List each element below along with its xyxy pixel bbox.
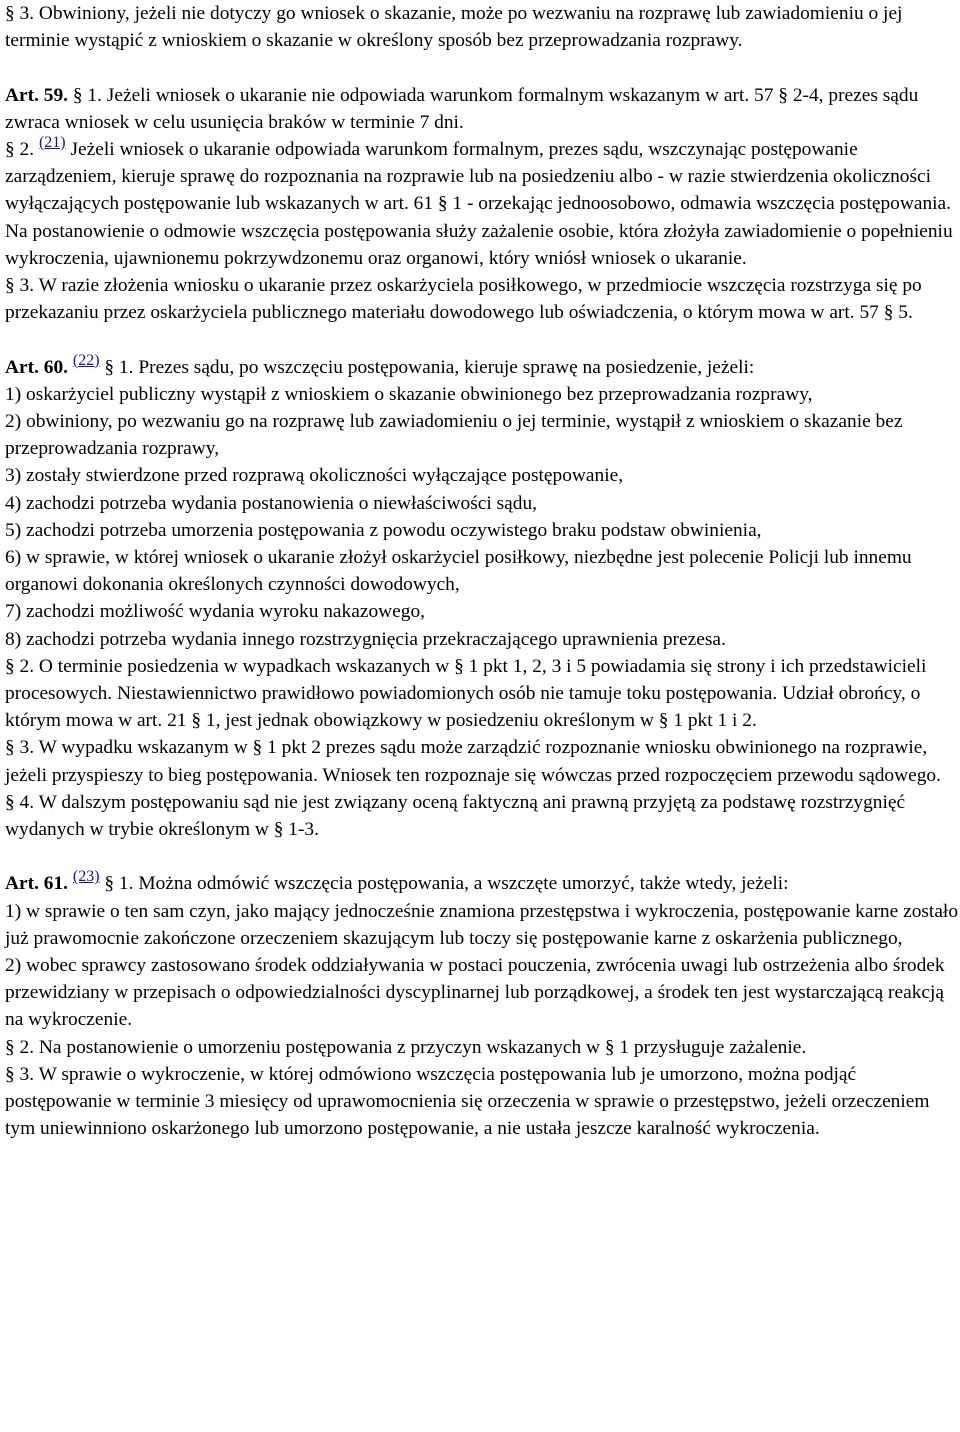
article-60 bbox=[5, 351, 958, 844]
footnote-link-23[interactable]: (23) bbox=[72, 868, 100, 886]
art60-item-3: 3) zostały stwierdzone przed rozprawą okoliczności wyłączające postępowanie, bbox=[5, 465, 624, 487]
article-59 bbox=[5, 82, 958, 327]
art60-item-4: 4) zachodzi potrzeba wydania postanowienia o niewłaściwości sądu, bbox=[5, 492, 537, 514]
art60-item-5: 5) zachodzi potrzeba umorzenia postępowania z powodu oczywistego braku podstaw obwinienia, bbox=[5, 519, 762, 541]
art59-paragraph-3: § 3. W razie złożenia wniosku o ukaranie przez oskarżyciela posiłkowego, w przedmiocie wszczęcia rozstrzyga się po przekazaniu przez oskarżyciela publicznego materiału dowodowego lub oświadczenia, o którym mowa w art. 57 § 5. bbox=[5, 275, 922, 324]
art61-label: Art. 61. bbox=[5, 873, 69, 895]
art59-paragraph-1-text: § 1. Jeżeli wniosek o ukaranie nie odpowiada warunkom formalnym wskazanym w art. 57 § 2-4, prezes sądu zwraca wniosek w celu usunięcia braków w terminie 7 dni. bbox=[5, 84, 919, 133]
article-61 bbox=[5, 870, 958, 1142]
art60-item-1: 1) oskarżyciel publiczny wystąpił z wnioskiem o skazanie obwinionego bez przeprowadzania rozprawy, bbox=[5, 383, 813, 405]
art61-paragraph-1-intro-text: § 1. Można odmówić wszczęcia postępowania, a wszczęte umorzyć, także wtedy, jeżeli: bbox=[104, 873, 789, 895]
art58-paragraph-3: § 3. Obwiniony, jeżeli nie dotyczy go wniosek o skazanie, może po wezwaniu na rozprawę lub zawiadomieniu o jej terminie wystąpić z wnioskiem o skazanie w określony sposób bez przeprowadzania rozprawy. bbox=[5, 3, 903, 52]
art61-paragraph-1-intro bbox=[5, 870, 958, 897]
art60-label: Art. 60. bbox=[5, 356, 69, 378]
footnote-link-21[interactable]: (21) bbox=[38, 134, 66, 151]
footnote-link-22[interactable]: (22) bbox=[72, 351, 100, 369]
art59-paragraph-1 bbox=[5, 82, 958, 136]
art60-paragraph-4: § 4. W dalszym postępowaniu sąd nie jest związany oceną faktyczną ani prawną przyjętą za podstawę rozstrzygnięć wydanych w trybie określonym w § 1-3. bbox=[5, 791, 906, 841]
art59-paragraph-2-prefix: § 2. bbox=[5, 139, 35, 160]
art60-paragraph-3: § 3. W wypadku wskazanym w § 1 pkt 2 prezes sądu może zarządzić rozpoznanie wniosku obwinionego na rozprawie, jeżeli przyspieszy to bieg postępowania. Wniosek ten rozpoznaje się wówczas przed rozpoczęciem przewodu sądowego. bbox=[5, 737, 941, 786]
art60-item-6: 6) w sprawie, w której wniosek o ukaranie złożył oskarżyciel posiłkowy, niezbędne jest polecenie Policji lub innemu organowi dokonania określonych czynności dowodowych, bbox=[5, 547, 912, 596]
art61-item-1: 1) w sprawie o ten sam czyn, jako mający jednocześnie znamiona przestępstwa i wykroczenia, postępowanie karne zostało już prawomocnie zakończone orzeczeniem skazującym lub toczy się postępowanie karne z oskarżenia publicznego, bbox=[5, 900, 959, 949]
art60-item-7: 7) zachodzi możliwość wydania wyroku nakazowego, bbox=[5, 601, 425, 623]
art60-item-2: 2) obwiniony, po wezwaniu go na rozprawę lub zawiadomieniu o jej terminie, wystąpił z wnioskiem o skazanie bez przeprowadzania rozprawy, bbox=[5, 411, 903, 460]
art59-paragraph-2-text: Jeżeli wniosek o ukaranie odpowiada warunkom formalnym, prezes sądu, wszczynając postępowanie zarządzeniem, kieruje sprawę do rozpoznania na rozprawie lub na posiedzeniu albo - w razie stwierdzenia okoliczności wyłączających postępowanie lub wskazanych w art. 61 § 1 - orzekając jednoosobowo, odmawia wszczęcia postępowania. Na postanowienie o odmowie wszczęcia postępowania służy zażalenie osobie, która złożyła zawiadomienie o popełnieniu wykroczenia, ujawnionemu pokrzywdzonemu oraz organowi, który wniósł wniosek o ukaranie. bbox=[5, 139, 953, 269]
art61-paragraph-2: § 2. Na postanowienie o umorzeniu postępowania z przyczyn wskazanych w § 1 przysługuje zażalenie. bbox=[5, 1036, 807, 1058]
art61-item-2: 2) wobec sprawcy zastosowano środek oddziaływania w postaci pouczenia, zwrócenia uwagi lub ostrzeżenia albo środek przewidziany w przepisach o odpowiedzialności dyscyplinarnej lub porządkowej, a środek ten jest wystarczającą reakcją na wykroczenie. bbox=[5, 955, 945, 1031]
art60-item-8: 8) zachodzi potrzeba wydania innego rozstrzygnięcia przekraczającego uprawnienia prezesa. bbox=[5, 628, 726, 650]
art61-paragraph-3: § 3. W sprawie o wykroczenie, w której odmówiono wszczęcia postępowania lub je umorzono, można podjąć postępowanie w terminie 3 miesięcy od uprawomocnienia się orzeczenia w sprawie o przestępstwo, jeżeli orzeczeniem tym uniewinniono oskarżonego lub umorzono postępowanie, a nie ustała jeszcze karalność wykroczenia. bbox=[5, 1063, 930, 1140]
art59-paragraph-2 bbox=[5, 136, 958, 272]
art60-paragraph-2: § 2. O terminie posiedzenia w wypadkach wskazanych w § 1 pkt 1, 2, 3 i 5 powiadamia się strony i ich przedstawicieli procesowych. Niestawiennictwo prawidłowo powiadomionych osób nie tamuje toku postępowania. Udział obrońcy, o którym mowa w art. 21 § 1, jest jednak obowiązkowy w posiedzeniu określonym w § 1 pkt 1 i 2. bbox=[5, 655, 927, 732]
art59-label: Art. 59. bbox=[5, 84, 69, 106]
art60-paragraph-1-intro bbox=[5, 351, 958, 381]
art60-paragraph-1-intro-text: § 1. Prezes sądu, po wszczęciu postępowania, kieruje sprawę na posiedzenie, jeżeli: bbox=[104, 356, 755, 378]
